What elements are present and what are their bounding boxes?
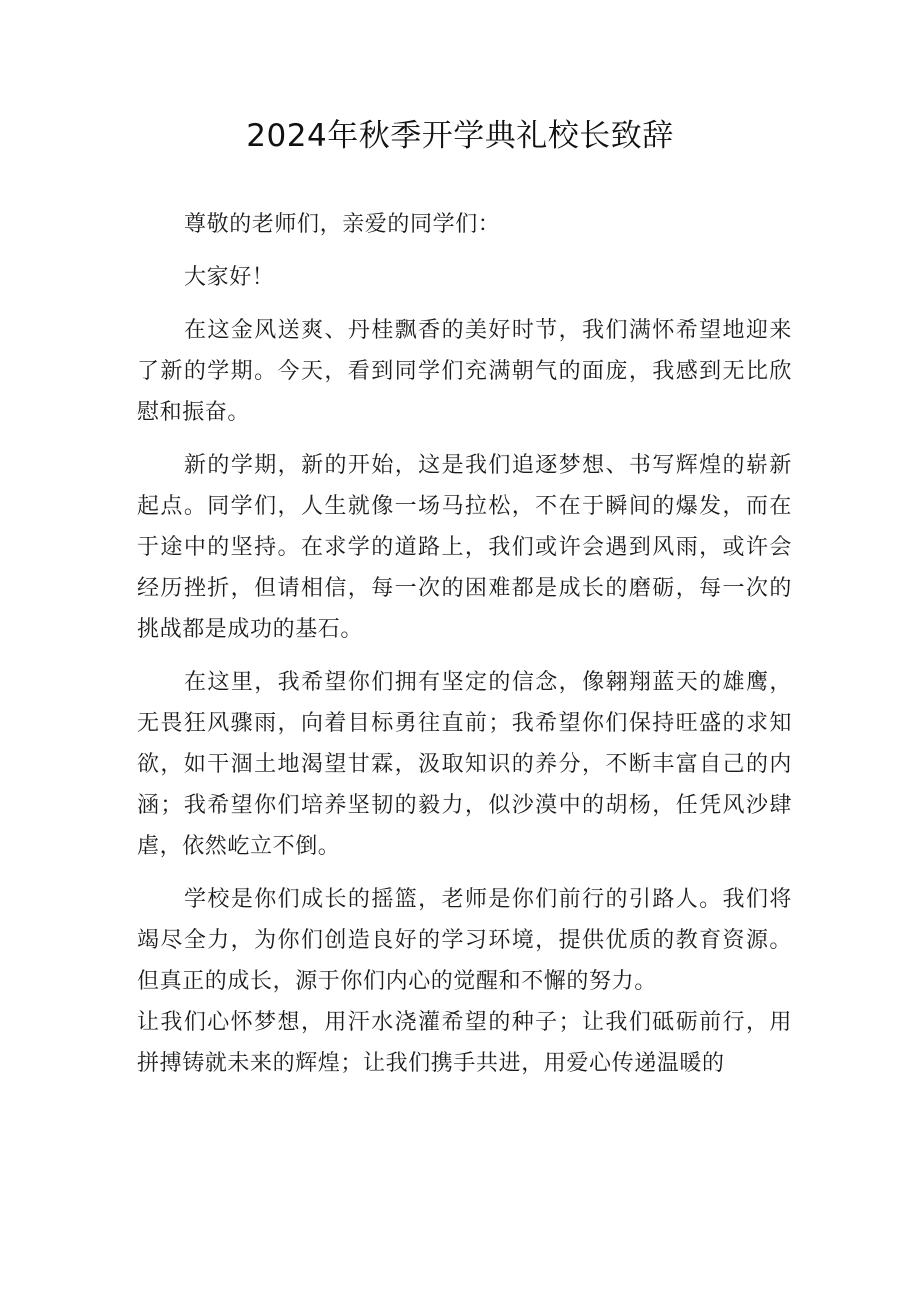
paragraph: 在这金风送爽、丹桂飘香的美好时节，我们满怀希望地迎来了新的学期。今天，看到同学们充满朝气的面庞，我感到无比欣慰和振奋。 bbox=[137, 318, 792, 425]
speech-body bbox=[137, 204, 792, 1084]
salutation: 尊敬的老师们，亲爱的同学们： bbox=[184, 212, 501, 237]
greeting: 大家好！ bbox=[184, 265, 275, 290]
document-title: 2024年秋季开学典礼校长致辞 bbox=[246, 118, 674, 154]
paragraph: 在这里，我希望你们拥有坚定的信念，像翱翔蓝天的雄鹰，无畏狂风骤雨，向着目标勇往直前；我希望你们保持旺盛的求知欲，如干涸土地渴望甘霖，汲取知识的养分，不断丰富自己的内涵；我希望你们培养坚韧的毅力，似沙漠中的胡杨，任凭风沙肆虐，依然屹立不倒。 bbox=[137, 670, 792, 859]
paragraph: 让我们心怀梦想，用汗水浇灌希望的种子；让我们砥砺前行，用拼搏铸就未来的辉煌；让我们携手共进，用爱心传递温暖的 bbox=[137, 1010, 792, 1076]
paragraph: 学校是你们成长的摇篮，老师是你们前行的引路人。我们将竭尽全力，为你们创造良好的学习环境，提供优质的教育资源。但真正的成长，源于你们内心的觉醒和不懈的努力。 bbox=[137, 887, 792, 994]
paragraph: 新的学期，新的开始，这是我们追逐梦想、书写辉煌的崭新起点。同学们，人生就像一场马拉松，不在于瞬间的爆发，而在于途中的坚持。在求学的道路上，我们或许会遇到风雨，或许会经历挫折，但请相信，每一次的困难都是成长的磨砺，每一次的挑战都是成功的基石。 bbox=[137, 453, 792, 642]
